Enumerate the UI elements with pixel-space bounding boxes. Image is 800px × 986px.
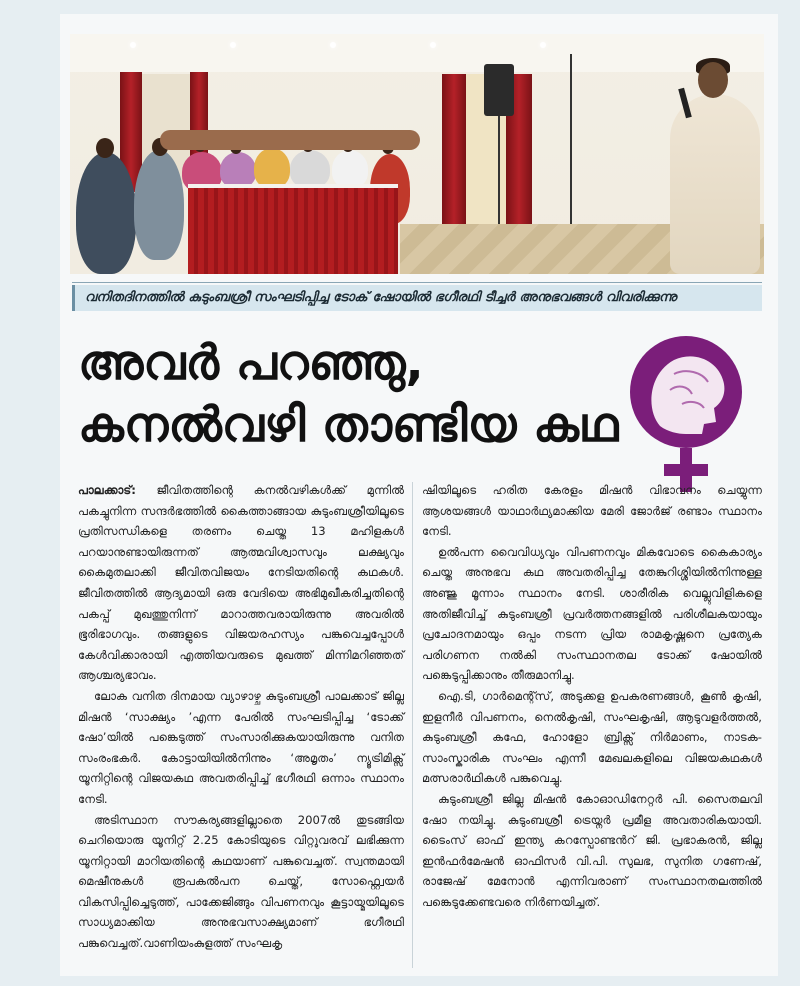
column-divider (412, 482, 413, 968)
speaker-monitor (484, 64, 514, 116)
ceiling-light (430, 42, 436, 48)
audience-head (96, 138, 114, 158)
article-paragraph (78, 480, 404, 686)
paragraph-text: ജീവിതത്തിന്റെ കനൽവഴികൾക്ക് മുന്നിൽ പകച്ചുനിന്ന സന്ദർഭത്തിൽ കൈത്താങ്ങായ കുടുംബശ്രീയിലൂടെ പ്രതിസന്ധികളെ തരണം ചെയ്ത 13 മഹിളകൾ പറയാനുണ്ടായിരുന്നത് ആത്മവിശ്വാസവും ലക്ഷ്യവും കൈമുതലാക്കി ജീവിതവിജയം നേടിയതിന്റെ കഥകൾ. ജീവിതത്തിൽ ആദ്യമായി ഒരു വേദിയെ അഭിമുഖീകരിച്ചതിന്റെ പകപ്പ് മുഖത്തുനിന്ന് മാറാത്തവരായിരുന്നു അവരിൽ ഭൂരിഭാഗവും. തങ്ങളുടെ വിജയരഹസ്യം പങ്കുവെച്ചപ്പോൾ കേൾവിക്കാരായി എത്തിയവരുടെ മുഖത്ത് മിന്നിമറിഞ്ഞത് ആശ്ചര്യഭാവം. (78, 483, 405, 683)
audience-back-rows (160, 130, 420, 150)
audience-member (134, 150, 184, 260)
article-paragraph: ഐ.ടി, ഗാർമെന്റ്സ്, അടുക്കള ഉപകരണങ്ങൾ, കൂൺ കൃഷി, ഇളനീർ വിപണനം, നെൽകൃഷി, സംഘകൃഷി, ആടുവളർത്തൽ, കുടുംബശ്രീ കഫേ, ഹോളോ ബ്രിക്സ് നിർമാണം, നാടക-സാംസ്കാരിക സംഘം എന്നീ മേഖലകളിലെ വിജയകഥകൾ മത്സരാർഥികൾ പങ്കുവെച്ചു. (422, 688, 762, 786)
newspaper-clipping (60, 14, 778, 976)
audience-member (332, 150, 368, 188)
event-photo (70, 34, 764, 274)
article-paragraph: ഉൽപന്ന വൈവിധ്യവും വിപണനവും മികവോടെ കൈകാര്യം ചെയ്ത അനുഭവ കഥ അവതരിപ്പിച്ച തേങ്കുറിശ്ശിയിൽനിന്നുള്ള അഞ്ജു മൂന്നാം സ്ഥാനം നേടി. ശാരീരിക വെല്ലുവിളികളെ അതിജീവിച്ച് കുടുംബശ്രീ പ്രവർത്തനങ്ങളിൽ പരിശീലകയായും പ്രചോദനമായും ഒപ്പം നടന്ന പ്രിയ രാമകൃഷ്ണനെ പ്രത്യേക പരിഗണന നൽകി സംസ്ഥാനതല ടോക്ക് ഷോയിൽ പങ്കെടുപ്പിക്കാനും തീരുമാനിച്ചു. (422, 544, 762, 683)
tripod-stand (570, 54, 572, 229)
ceiling-light (330, 42, 336, 48)
audience-member (76, 152, 136, 274)
article-paragraph: അടിസ്ഥാന സൗകര്യങ്ങളില്ലാതെ 2007ൽ തുടങ്ങിയ ചെറിയൊരു യൂനിറ്റ് 2.25 കോടിയുടെ വിറ്റുവരവ് ലഭിക്കുന്ന യൂനിറ്റായി മാറിയതിന്റെ കഥയാണ് പങ്കുവെച്ചത്. സ്വന്തമായി മെഷീനുകൾ രൂപകൽപന ചെയ്ത്, സോഫ്റ്റ്വെയർ വികസിപ്പിച്ചെടുത്ത്, പാക്കേജിങ്ങും വിപണനവും കൂട്ടായ്മയിലൂടെ സാധ്യമാക്കിയ അനുഭവസാക്ഷ്യമാണ് ഭഗീരഥി പങ്കുവെച്ചത്.വാണിയംകുളത്ത് സംഘകൃ (78, 812, 404, 951)
caption-text: വനിതദിനത്തിൽ കുടുംബശ്രീ സംഘടിപ്പിച്ച ടോക് ഷോയിൽ ഭഗീരഥി ടീച്ചർ അനുഭവങ്ങൾ വിവരിക്കുന്നു (72, 285, 762, 311)
article-paragraph: കുടുംബശ്രീ ജില്ല മിഷൻ കോഓഡിനേറ്റർ പി. സൈതലവി ഷോ നയിച്ചു. കുടുംബശ്രീ ട്രെയ്നർ പ്രമീള അവതാരികയായി. ടൈംസ് ഓഫ് ഇന്ത്യ കറസ്പോണ്ടൻറ് ജി. പ്രഭാകരൻ, ജില്ല ഇൻഫർമേഷൻ ഓഫിസർ വി.പി. സുലഭ, സുനിത ഗണേഷ്, രാജേഷ് മേനോൻ എന്നിവരാണ് സംസ്ഥാനതലത്തിൽ പങ്കെടുക്കേണ്ടവരെ നിർണയിച്ചത്. (422, 791, 762, 909)
tripod-stand (498, 116, 500, 226)
photo-ceiling (70, 34, 764, 72)
ceiling-light (130, 42, 136, 48)
headline-line-1: അവർ പറഞ്ഞു, (78, 335, 424, 391)
headline-line-2: കനൽവഴി താണ്ടിയ കഥ (78, 397, 619, 453)
ceiling-light (540, 42, 546, 48)
speaker (670, 94, 760, 274)
photo-caption (72, 282, 762, 311)
article-paragraph: ലോക വനിത ദിനമായ വ്യാഴാഴ്ച കുടുംബശ്രീ പാലക്കാട് ജില്ല മിഷൻ ‘സാക്ഷ്യം ’എന്ന പേരിൽ സംഘടിപ്പിച്ച ‘ടോക്ക് ഷോ’യിൽ പങ്കെടുത്ത് സംസാരിക്കുകയായിരുന്നു വനിത സംരംഭകർ. കോട്ടായിയിൽനിന്നും ‘അമൃതം’ ന്യൂട്രിമിക്സ് യൂനിറ്റിന്റെ വിജയകഥ അവതരിപ്പിച്ച് ഭഗീരഥി ഒന്നാം സ്ഥാനം നേടി. (78, 688, 404, 806)
headline (78, 332, 638, 456)
audience-member (290, 150, 330, 188)
front-table-skirt (188, 188, 398, 274)
curtain (442, 74, 466, 224)
ceiling-light (230, 42, 236, 48)
article-column-1 (78, 480, 404, 954)
article-column-2 (422, 480, 762, 912)
audience-member (220, 152, 256, 188)
audience-member (254, 148, 290, 188)
speaker-head (698, 62, 728, 98)
article-paragraph: ഷിയിലൂടെ ഹരിത കേരളം മിഷൻ വിഭാവനം ചെയ്യുന്ന ആശയങ്ങൾ യാഥാർഥ്യമാക്കിയ മേരി ജോർജ് രണ്ടാം സ്ഥാനം നേടി. (422, 483, 762, 539)
dateline: പാലക്കാട്: (78, 483, 136, 497)
